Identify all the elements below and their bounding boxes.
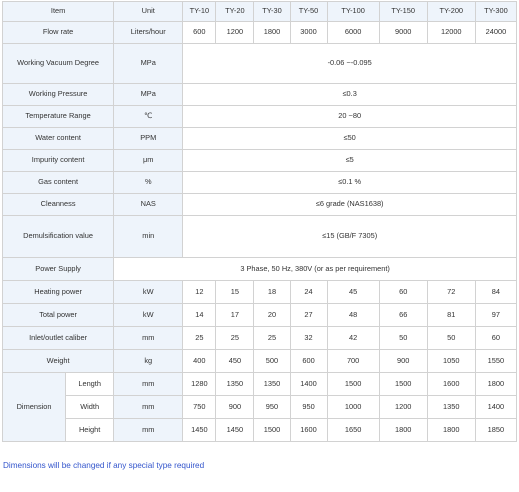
table-cell-span: ≤0.1 % xyxy=(183,172,517,194)
table-cell: 500 xyxy=(254,350,290,373)
table-cell: 900 xyxy=(379,350,427,373)
row-label: Working Vacuum Degree xyxy=(3,44,114,84)
row-unit: MPa xyxy=(114,44,183,84)
row-unit: μm xyxy=(114,150,183,172)
table-cell: 97 xyxy=(475,304,516,327)
table-cell: 1000 xyxy=(327,396,379,419)
table-cell-span: ≤5 xyxy=(183,150,517,172)
table-row-gas xyxy=(3,172,517,194)
table-cell: 1350 xyxy=(427,396,475,419)
header-model: TY-300 xyxy=(475,2,516,22)
row-unit: % xyxy=(114,172,183,194)
table-cell: 1550 xyxy=(475,350,516,373)
table-cell: 12 xyxy=(183,281,216,304)
table-cell: 84 xyxy=(475,281,516,304)
row-label: Working Pressure xyxy=(3,84,114,106)
table-cell: 60 xyxy=(379,281,427,304)
table-row-caliber xyxy=(3,327,517,350)
table-row-cleanness xyxy=(3,194,517,216)
table-row-length xyxy=(3,373,517,396)
table-row-temperature xyxy=(3,106,517,128)
table-cell: 9000 xyxy=(379,22,427,44)
table-cell: 72 xyxy=(427,281,475,304)
footer-note: Dimensions will be changed if any special type required xyxy=(3,461,205,470)
row-unit: PPM xyxy=(114,128,183,150)
table-row-weight xyxy=(3,350,517,373)
row-label: Gas content xyxy=(3,172,114,194)
table-cell: 25 xyxy=(254,327,290,350)
row-label: Demulsification value xyxy=(3,216,114,258)
table-row-power-supply xyxy=(3,258,517,281)
header-model: TY-30 xyxy=(254,2,290,22)
table-cell: 3000 xyxy=(290,22,327,44)
row-sublabel: Width xyxy=(66,396,114,419)
header-model: TY-100 xyxy=(327,2,379,22)
row-unit: mm xyxy=(114,373,183,396)
table-cell: 24 xyxy=(290,281,327,304)
table-cell: 1200 xyxy=(216,22,254,44)
dimension-group-label: Dimension xyxy=(3,373,66,442)
table-cell: 1600 xyxy=(427,373,475,396)
table-row-total-power xyxy=(3,304,517,327)
table-cell: 1800 xyxy=(475,373,516,396)
table-row-heating-power xyxy=(3,281,517,304)
table-cell: 42 xyxy=(327,327,379,350)
table-row-flow-rate xyxy=(3,22,517,44)
table-cell: 950 xyxy=(290,396,327,419)
table-cell-span: ≤6 grade (NAS1638) xyxy=(183,194,517,216)
row-label: Flow rate xyxy=(3,22,114,44)
table-cell: 1600 xyxy=(290,419,327,442)
table-cell: 1350 xyxy=(254,373,290,396)
table-cell-span: ≤0.3 xyxy=(183,84,517,106)
row-unit: min xyxy=(114,216,183,258)
row-label: Impurity content xyxy=(3,150,114,172)
row-label: Total power xyxy=(3,304,114,327)
table-row-water xyxy=(3,128,517,150)
table-cell: 750 xyxy=(183,396,216,419)
row-unit: kW xyxy=(114,281,183,304)
row-unit: Liters/hour xyxy=(114,22,183,44)
table-cell: 1280 xyxy=(183,373,216,396)
table-cell: 1200 xyxy=(379,396,427,419)
table-cell: 700 xyxy=(327,350,379,373)
table-cell-span: 20 ~80 xyxy=(183,106,517,128)
table-row-height xyxy=(3,419,517,442)
row-unit: mm xyxy=(114,419,183,442)
table-cell: 900 xyxy=(216,396,254,419)
table-cell: 1800 xyxy=(254,22,290,44)
header-model: TY-10 xyxy=(183,2,216,22)
table-row-impurity xyxy=(3,150,517,172)
table-cell: 1050 xyxy=(427,350,475,373)
table-cell: 32 xyxy=(290,327,327,350)
row-label: Cleanness xyxy=(3,194,114,216)
table-cell: 1800 xyxy=(427,419,475,442)
header-model: TY-20 xyxy=(216,2,254,22)
row-label: Power Supply xyxy=(3,258,114,281)
table-cell: 450 xyxy=(216,350,254,373)
header-model: TY-200 xyxy=(427,2,475,22)
table-cell: 50 xyxy=(379,327,427,350)
table-cell: 15 xyxy=(216,281,254,304)
row-sublabel: Height xyxy=(66,419,114,442)
row-label: Weight xyxy=(3,350,114,373)
row-unit: mm xyxy=(114,396,183,419)
header-model: TY-150 xyxy=(379,2,427,22)
table-cell: 25 xyxy=(183,327,216,350)
header-item: Item xyxy=(3,2,114,22)
table-cell: 1350 xyxy=(216,373,254,396)
row-label: Heating power xyxy=(3,281,114,304)
table-cell: 17 xyxy=(216,304,254,327)
table-cell: 6000 xyxy=(327,22,379,44)
row-unit: ℃ xyxy=(114,106,183,128)
table-cell: 20 xyxy=(254,304,290,327)
table-cell: 14 xyxy=(183,304,216,327)
row-unit: mm xyxy=(114,327,183,350)
table-cell: 50 xyxy=(427,327,475,350)
table-cell: 600 xyxy=(183,22,216,44)
table-cell: 950 xyxy=(254,396,290,419)
row-unit: NAS xyxy=(114,194,183,216)
header-unit: Unit xyxy=(114,2,183,22)
table-cell: 66 xyxy=(379,304,427,327)
table-cell: 1500 xyxy=(327,373,379,396)
table-cell: 1400 xyxy=(290,373,327,396)
table-cell-span: ≤15 (GB/F 7305) xyxy=(183,216,517,258)
table-cell-span: ≤50 xyxy=(183,128,517,150)
table-cell: 1500 xyxy=(379,373,427,396)
row-unit: kW xyxy=(114,304,183,327)
row-unit: MPa xyxy=(114,84,183,106)
table-cell: 27 xyxy=(290,304,327,327)
table-cell: 1450 xyxy=(183,419,216,442)
table-cell: 1400 xyxy=(475,396,516,419)
header-row xyxy=(3,2,517,22)
row-label: Inlet/outlet caliber xyxy=(3,327,114,350)
table-cell: 12000 xyxy=(427,22,475,44)
table-cell: 1800 xyxy=(379,419,427,442)
table-cell: 400 xyxy=(183,350,216,373)
table-cell: 1500 xyxy=(254,419,290,442)
table-cell: 18 xyxy=(254,281,290,304)
table-cell: 1850 xyxy=(475,419,516,442)
table-cell-span: -0.06 ~-0.095 xyxy=(183,44,517,84)
row-unit: kg xyxy=(114,350,183,373)
table-cell: 24000 xyxy=(475,22,516,44)
row-label: Water content xyxy=(3,128,114,150)
table-row-width xyxy=(3,396,517,419)
table-cell: 48 xyxy=(327,304,379,327)
table-cell: 45 xyxy=(327,281,379,304)
table-cell: 25 xyxy=(216,327,254,350)
table-cell: 81 xyxy=(427,304,475,327)
table-cell-span: 3 Phase, 50 Hz, 380V (or as per requirement) xyxy=(114,258,517,281)
row-label: Temperature Range xyxy=(3,106,114,128)
table-row-pressure xyxy=(3,84,517,106)
table-row-vacuum xyxy=(3,44,517,84)
table-cell: 600 xyxy=(290,350,327,373)
table-cell: 1650 xyxy=(327,419,379,442)
table-row-demulsification xyxy=(3,216,517,258)
table-cell: 60 xyxy=(475,327,516,350)
row-sublabel: Length xyxy=(66,373,114,396)
table-cell: 1450 xyxy=(216,419,254,442)
header-model: TY-50 xyxy=(290,2,327,22)
specification-table xyxy=(2,1,517,442)
